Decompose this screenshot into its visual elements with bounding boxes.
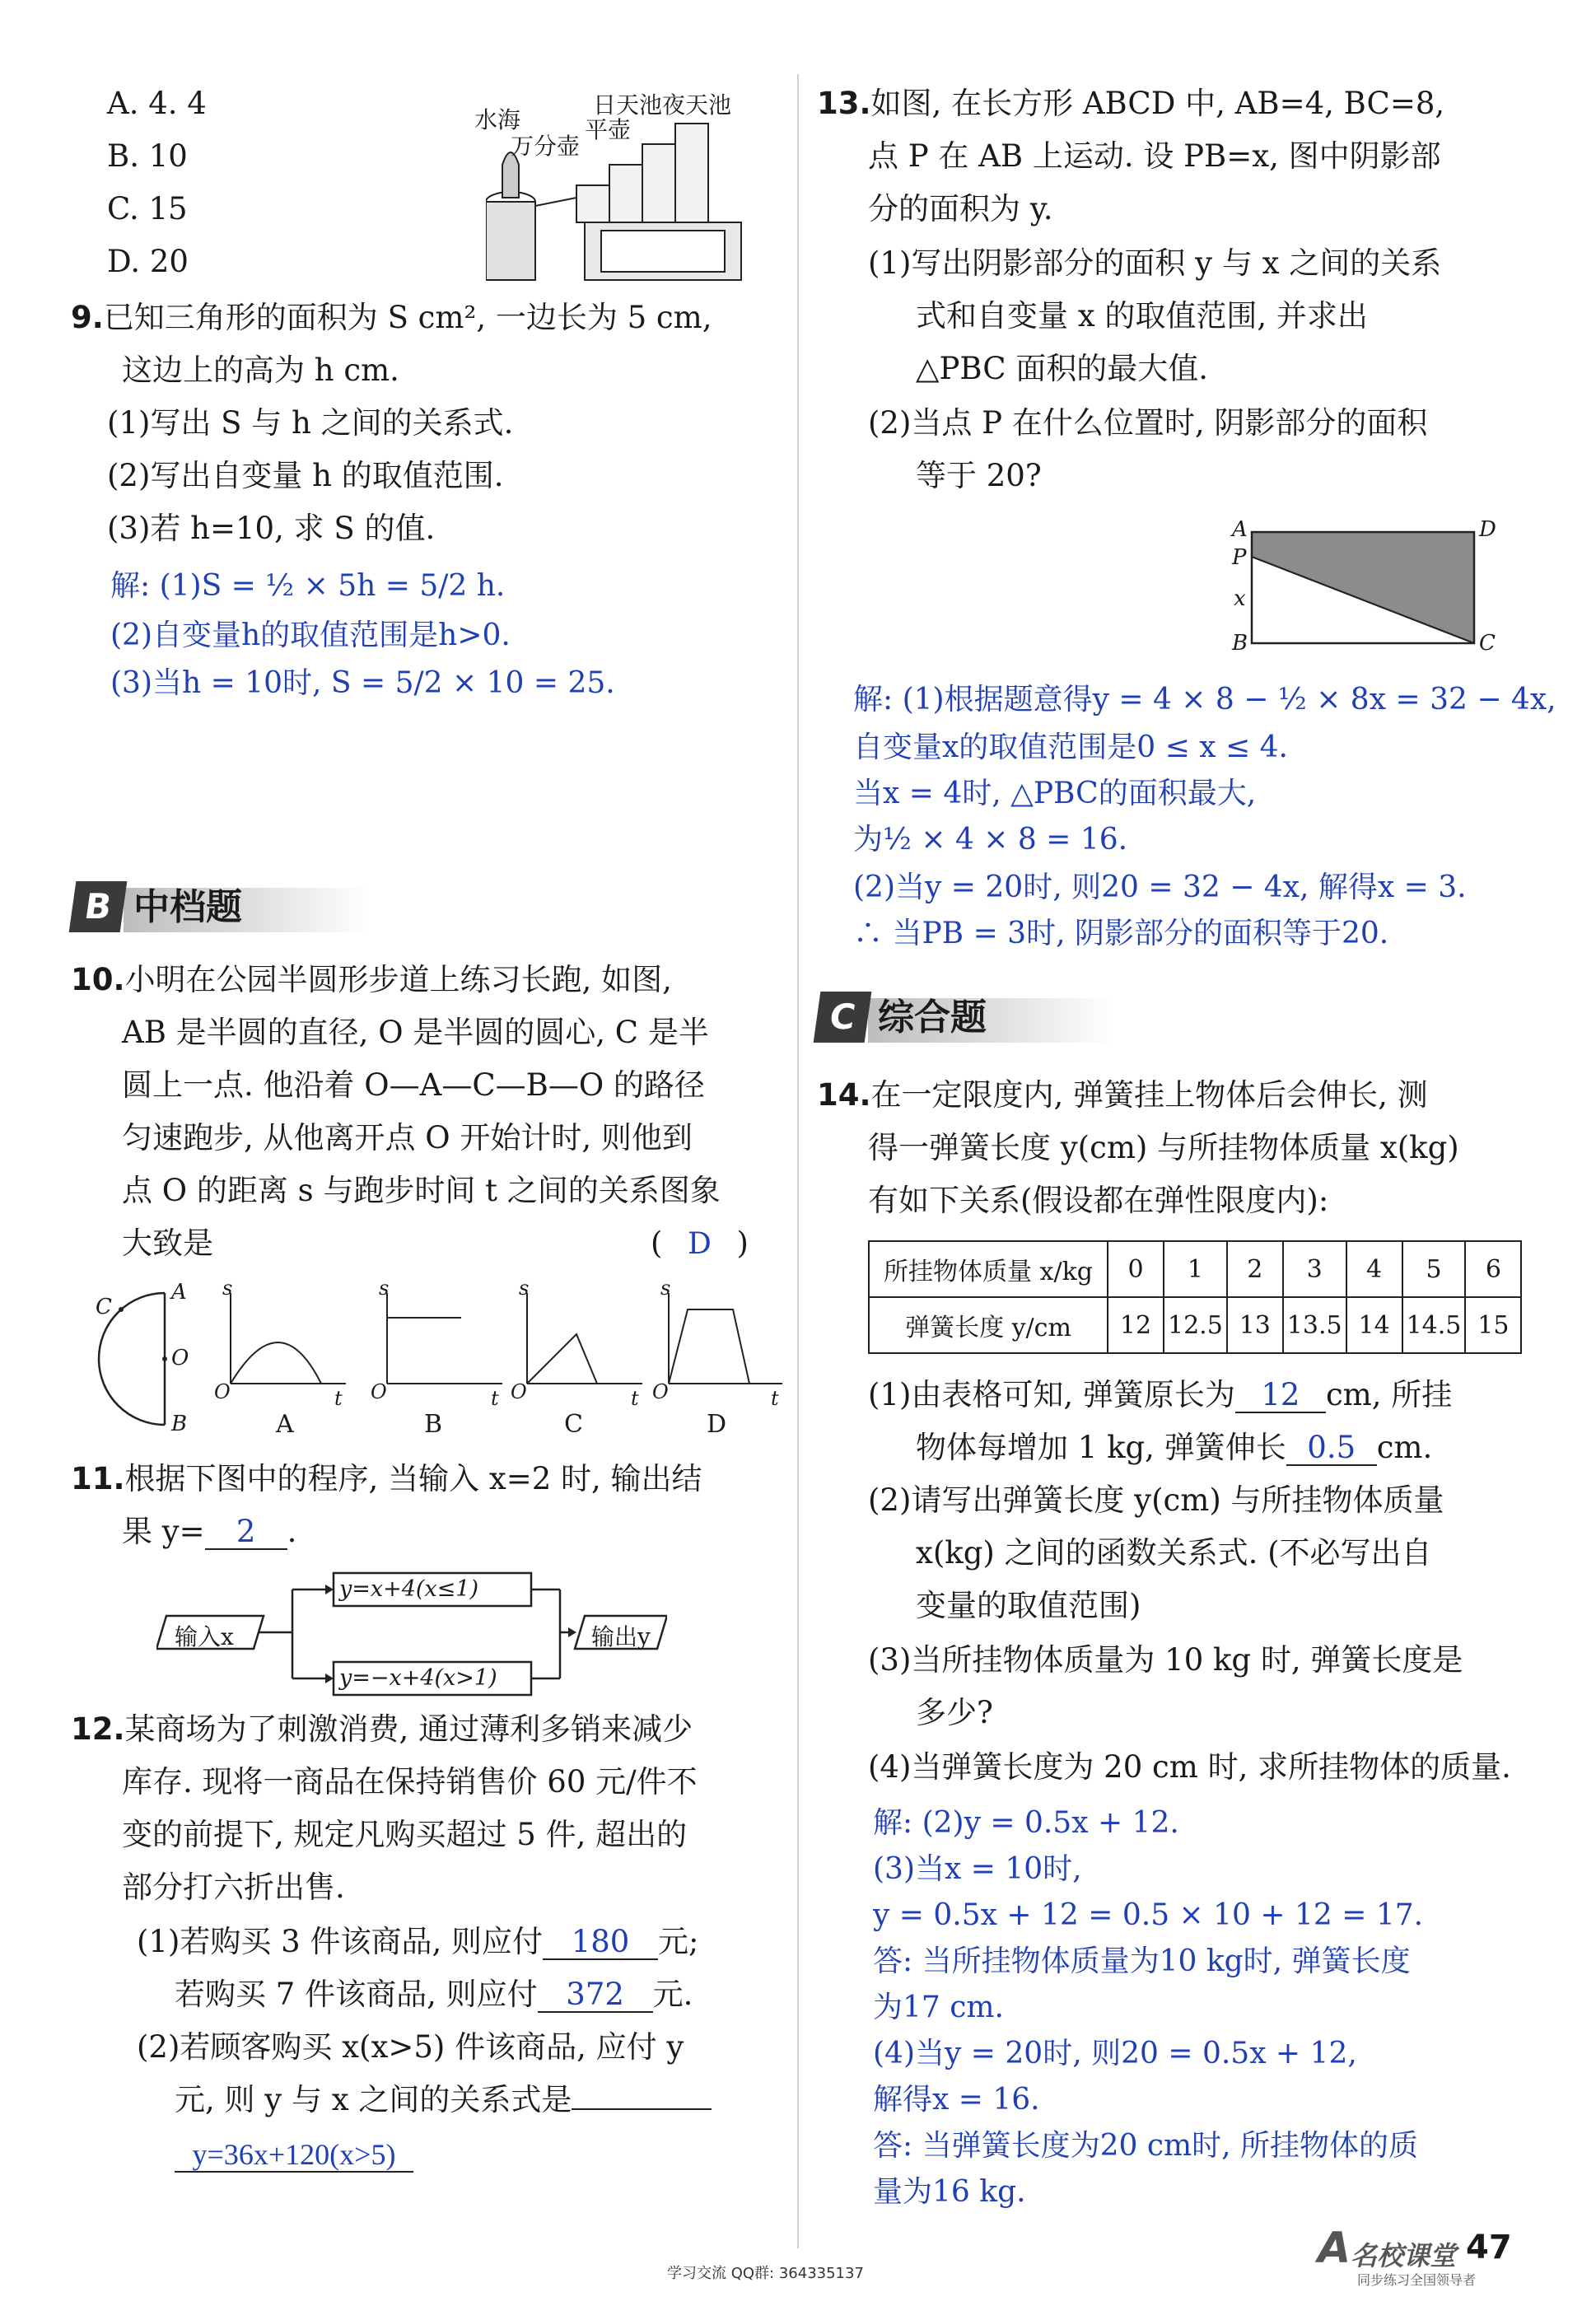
table-cell: 14.5: [1402, 1297, 1466, 1353]
q12-part2-line2: 元, 则 y 与 x 之间的关系式是: [175, 2084, 712, 2117]
q13-line2: 点 P 在 AB 上运动. 设 PB=x, 图中阴影部: [868, 138, 1441, 174]
q13-number: 13.: [817, 86, 871, 121]
graph-a: [231, 1293, 346, 1384]
q12-answer-1: 180: [543, 1926, 658, 1960]
graph-d-letter: D: [707, 1410, 727, 1439]
column-divider: [797, 74, 799, 2248]
q12-answer-3: y=36x+120(x>5): [175, 2138, 413, 2173]
spring-data-table: [868, 1240, 1522, 1354]
q8-option-a: A. 4. 4: [107, 86, 207, 121]
graph-c: [527, 1293, 642, 1384]
graph-c-s-label: s: [519, 1277, 530, 1300]
label-ping-pot: 平壶: [585, 116, 632, 143]
q13-line1: 13.如图, 在长方形 ABCD 中, AB=4, BC=8,: [817, 86, 1445, 121]
q9-number: 9.: [71, 300, 104, 335]
graph-c-letter: C: [564, 1410, 583, 1439]
q10-line6: 大致是: [122, 1225, 213, 1261]
graph-b-letter: B: [424, 1410, 443, 1439]
q9-answer-1: 解: (1)S = ½ × 5h = 5/2 h.: [110, 569, 506, 603]
table-cell: 4: [1346, 1241, 1402, 1297]
q13-answer-6: ∴ 当PB = 3时, 阴影部分的面积等于20.: [853, 917, 1389, 950]
graph-c-origin: O: [511, 1380, 527, 1403]
q12-part2-line1: (2)若顾客购买 x(x>5) 件该商品, 应付 y: [137, 2029, 684, 2065]
q14-answer-line-4: 答: 当所挂物体质量为10 kg时, 弹簧长度: [873, 1944, 1411, 1978]
table-header-length: 弹簧长度 y/cm: [869, 1297, 1108, 1353]
rect-label-b: B: [1232, 631, 1248, 656]
q13-line3: 分的面积为 y.: [868, 191, 1053, 226]
rectangle-abcd-svg: [1227, 516, 1507, 656]
table-cell: 12: [1108, 1297, 1164, 1353]
q14-part3-line1: (3)当所挂物体质量为 10 kg 时, 弹簧长度是: [868, 1642, 1463, 1678]
brand-a-logo-icon: A: [1318, 2224, 1351, 2273]
table-cell: 1: [1164, 1241, 1227, 1297]
section-c-letter: C: [814, 992, 872, 1043]
rect-label-p: P: [1232, 545, 1247, 570]
q9-part2: (2)写出自变量 h 的取值范围.: [107, 458, 504, 493]
label-water-sea: 水海: [474, 106, 521, 133]
table-cell: 2: [1227, 1241, 1283, 1297]
q14-part2-line3: 变量的取值范围): [916, 1588, 1141, 1623]
table-cell: 3: [1283, 1241, 1346, 1297]
q14-number: 14.: [817, 1077, 871, 1113]
q11-answer: 2: [205, 1515, 287, 1550]
q12-part1b: 若购买 7 件该商品, 则应付 372 元.: [175, 1977, 693, 2012]
q13-answer-5: (2)当y = 20时, 则20 = 32 − 4x, 解得x = 3.: [853, 871, 1467, 904]
brand-name: 名校课堂: [1351, 2240, 1457, 2271]
table-row: [869, 1241, 1521, 1297]
water-clock-figure: [474, 82, 749, 288]
q12-number: 12.: [71, 1711, 125, 1747]
semicircle-label-b: B: [171, 1412, 188, 1436]
graph-d: [669, 1293, 782, 1384]
q14-answer-2: 0.5: [1286, 1431, 1377, 1466]
q14-part1-line2: 物体每增加 1 kg, 弹簧伸长 0.5 cm.: [916, 1430, 1433, 1465]
graph-d-s-label: s: [660, 1277, 671, 1300]
table-cell: 12.5: [1164, 1297, 1227, 1353]
q11-line2: 果 y= 2 .: [122, 1514, 297, 1549]
q14-answer-line-5: 为17 cm.: [873, 1991, 1004, 2024]
table-cell: 0: [1108, 1241, 1164, 1297]
q13-part1-line3: △PBC 面积的最大值.: [916, 351, 1209, 386]
q14-part1-line1: (1)由表格可知, 弹簧原长为 12 cm, 所挂: [868, 1377, 1453, 1412]
footer-brand: [1318, 2224, 1565, 2290]
label-day-night-pool: 日天池夜天池: [593, 91, 732, 119]
semicircle-label-c: C: [96, 1295, 112, 1319]
q14-answer-1: 12: [1235, 1379, 1326, 1413]
q11-line1: 11.根据下图中的程序, 当输入 x=2 时, 输出结: [71, 1461, 702, 1496]
q9-stem-line1: 9.已知三角形的面积为 S cm², 一边长为 5 cm,: [71, 300, 712, 335]
q13-answer-1: 解: (1)根据题意得y = 4 × 8 − ½ × 8x = 32 − 4x,: [853, 683, 1556, 717]
q14-part3-line2: 多少?: [916, 1695, 993, 1730]
page-number: 47: [1466, 2229, 1512, 2266]
graph-a-t-label: t: [334, 1387, 343, 1410]
q9-part3: (3)若 h=10, 求 S 的值.: [107, 511, 436, 546]
q10-line1: 10.小明在公园半圆形步道上练习长跑, 如图,: [71, 962, 672, 997]
q14-answer-line-8: 答: 当弹簧长度为20 cm时, 所挂物体的质: [873, 2129, 1419, 2163]
rect-label-a: A: [1232, 517, 1248, 542]
label-wanfen-pot: 万分壶: [511, 133, 581, 160]
q14-table-wrap: [868, 1240, 1522, 1354]
q14-answer-line-6: (4)当y = 20时, 则20 = 0.5x + 12,: [873, 2037, 1357, 2070]
q12-line3: 变的前提下, 规定凡购买超过 5 件, 超出的: [122, 1817, 688, 1852]
section-c-header: [817, 992, 1113, 1043]
q13-part2-line2: 等于 20?: [916, 458, 1042, 493]
q13-rectangle-figure: [1227, 516, 1507, 656]
graph-a-origin: O: [214, 1380, 231, 1403]
q14-line3: 有如下关系(假设都在弹性限度内):: [868, 1183, 1329, 1218]
section-b-title: 中档题: [133, 886, 242, 928]
rect-label-d: D: [1479, 517, 1496, 542]
q14-answer-line-1: 解: (2)y = 0.5x + 12.: [873, 1806, 1179, 1840]
section-b-letter: B: [69, 881, 128, 932]
q10-line2: AB 是半圆的直径, O 是半圆的圆心, C 是半: [122, 1015, 709, 1050]
q13-answer-3: 当x = 4时, △PBC的面积最大,: [853, 777, 1257, 810]
q12-answer-3-wrap: [175, 2138, 413, 2173]
q14-answer-line-2: (3)当x = 10时,: [873, 1852, 1082, 1886]
q13-part1-line1: (1)写出阴影部分的面积 y 与 x 之间的关系: [868, 245, 1442, 281]
rect-label-x: x: [1234, 586, 1246, 611]
footer-qq-group: 学习交流 QQ群: 364335137: [667, 2265, 864, 2282]
graph-d-origin: O: [652, 1380, 669, 1403]
q9-part1: (1)写出 S 与 h 之间的关系式.: [107, 405, 514, 441]
q9-answer-2: (2)自变量h的取值范围是h>0.: [110, 619, 511, 652]
q14-part2-line2: x(kg) 之间的函数关系式. (不必写出自: [916, 1535, 1432, 1571]
q11-number: 11.: [71, 1461, 125, 1496]
q12-line2: 库存. 现将一商品在保持销售价 60 元/件不: [122, 1764, 698, 1800]
q13-answer-4: 为½ × 4 × 8 = 16.: [853, 823, 1128, 857]
q14-part4: (4)当弹簧长度为 20 cm 时, 求所挂物体的质量.: [868, 1749, 1511, 1785]
graph-b-t-label: t: [491, 1387, 499, 1410]
q10-figures: [82, 1277, 791, 1439]
q9-stem-line2: 这边上的高为 h cm.: [122, 352, 399, 388]
graph-a-s-label: s: [222, 1277, 233, 1300]
graph-b-s-label: s: [379, 1277, 390, 1300]
q14-part2-line1: (2)请写出弹簧长度 y(cm) 与所挂物体质量: [868, 1482, 1444, 1518]
q14-answer-line-3: y = 0.5x + 12 = 0.5 × 10 + 12 = 17.: [873, 1898, 1424, 1932]
graph-d-t-label: t: [771, 1387, 779, 1410]
flow-input-label: 输入x: [175, 1623, 234, 1650]
flow-top-formula: y=x+4(x≤1): [339, 1576, 479, 1602]
graph-c-t-label: t: [631, 1387, 639, 1410]
q14-answer-line-7: 解得x = 16.: [873, 2083, 1040, 2117]
q13-answer-2: 自变量x的取值范围是0 ≤ x ≤ 4.: [853, 731, 1288, 764]
q10-answer: D: [688, 1227, 712, 1261]
flow-output-label: 输出y: [591, 1623, 651, 1650]
q10-line3: 圆上一点. 他沿着 O—A—C—B—O 的路径: [122, 1067, 705, 1103]
graph-a-letter: A: [276, 1410, 294, 1439]
q12-answer-2: 372: [538, 1978, 653, 2013]
table-cell: 13: [1227, 1297, 1283, 1353]
semicircle-label-a: A: [171, 1280, 187, 1305]
rect-label-c: C: [1479, 631, 1496, 656]
q10-number: 10.: [71, 962, 125, 997]
graph-b: [387, 1293, 502, 1384]
q12-line4: 部分打六折出售.: [122, 1870, 345, 1905]
semicircle-label-o: O: [171, 1346, 189, 1370]
q9-answer-3: (3)当h = 10时, S = 5/2 × 10 = 25.: [110, 666, 615, 700]
q8-option-d: D. 20: [107, 244, 189, 279]
q13-part2-line1: (2)当点 P 在什么位置时, 阴影部分的面积: [868, 405, 1428, 441]
q8-option-c: C. 15: [107, 191, 188, 226]
table-row: [869, 1297, 1521, 1353]
q13-part1-line2: 式和自变量 x 的取值范围, 并求出: [916, 298, 1368, 334]
q8-option-b: B. 10: [107, 138, 188, 174]
q14-answer-line-9: 量为16 kg.: [873, 2175, 1026, 2209]
table-cell: 6: [1465, 1241, 1521, 1297]
graph-b-origin: O: [371, 1380, 387, 1403]
q14-line2: 得一弹簧长度 y(cm) 与所挂物体质量 x(kg): [868, 1130, 1459, 1165]
q14-line1: 14.在一定限度内, 弹簧挂上物体后会伸长, 测: [817, 1077, 1428, 1113]
table-cell: 14: [1346, 1297, 1402, 1353]
table-header-mass: 所挂物体质量 x/kg: [869, 1241, 1108, 1297]
table-cell: 5: [1402, 1241, 1466, 1297]
q12-part1: (1)若购买 3 件该商品, 则应付 180 元;: [137, 1924, 699, 1959]
q11-flowchart: [156, 1566, 667, 1698]
q12-line1: 12.某商场为了刺激消费, 通过薄利多销来减少: [71, 1711, 693, 1747]
q10-answer-paren: ( D ): [651, 1225, 749, 1261]
brand-tagline: 同步练习全国领导者: [1357, 2272, 1477, 2288]
table-cell: 15: [1465, 1297, 1521, 1353]
table-cell: 13.5: [1283, 1297, 1346, 1353]
flow-bottom-formula: y=−x+4(x>1): [339, 1665, 497, 1691]
section-b-header: [72, 881, 369, 932]
q10-line5: 点 O 的距离 s 与跑步时间 t 之间的关系图象: [122, 1173, 721, 1208]
section-c-title: 综合题: [878, 997, 987, 1039]
q10-line4: 匀速跑步, 从他离开点 O 开始计时, 则他到: [122, 1120, 693, 1155]
